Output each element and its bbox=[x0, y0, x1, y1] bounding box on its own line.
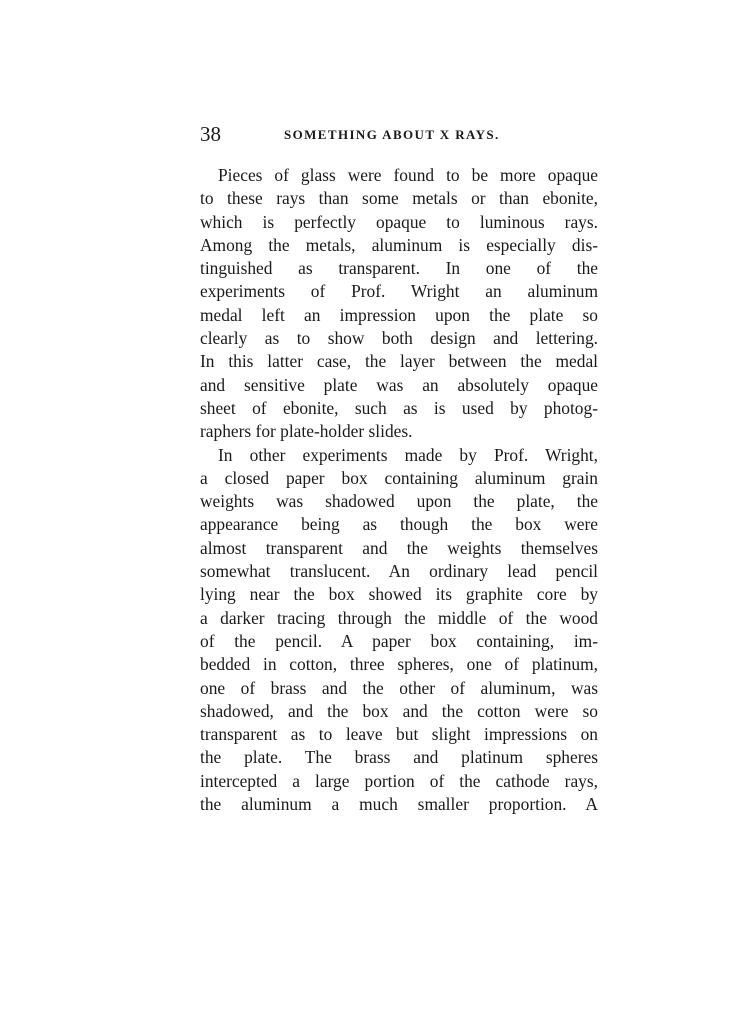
text-line: shadowed, and the box and the cotton were so bbox=[200, 700, 598, 721]
text-line: somewhat translucent. An ordinary lead pencil bbox=[200, 561, 598, 582]
text-line: experiments of Prof. Wright an aluminum bbox=[200, 281, 598, 302]
text-line: clearly as to show both design and lettering. bbox=[200, 328, 598, 349]
body-text bbox=[200, 164, 598, 816]
text-line: transparent as to leave but slight impressions on bbox=[200, 724, 598, 745]
text-line: the aluminum a much smaller proportion. A bbox=[200, 794, 598, 815]
text-line: one of brass and the other of aluminum, was bbox=[200, 677, 598, 698]
paragraph-1 bbox=[200, 164, 598, 444]
text-line: Pieces of glass were found to be more opaque bbox=[218, 165, 598, 185]
page-header bbox=[200, 120, 600, 150]
text-line: appearance being as though the box were bbox=[200, 514, 598, 535]
text-line: tinguished as transparent. In one of the bbox=[200, 258, 598, 279]
text-line: sheet of ebonite, such as is used by photog- bbox=[200, 397, 598, 418]
text-line: weights was shadowed upon the plate, the bbox=[200, 491, 598, 512]
text-line: medal left an impression upon the plate so bbox=[200, 304, 598, 325]
text-line: and sensitive plate was an absolutely opaque bbox=[200, 374, 598, 395]
text-line: which is perfectly opaque to luminous rays. bbox=[200, 211, 598, 232]
page-number: 38 bbox=[200, 122, 221, 146]
text-line: lying near the box showed its graphite core by bbox=[200, 584, 598, 605]
text-line: intercepted a large portion of the cathode rays, bbox=[200, 770, 598, 791]
text-line: a darker tracing through the middle of the wood bbox=[200, 607, 598, 628]
text-line: Among the metals, aluminum is especially dis- bbox=[200, 234, 598, 255]
text-line: almost transparent and the weights themselves bbox=[200, 537, 598, 558]
running-head: SOMETHING ABOUT X RAYS. bbox=[284, 127, 500, 142]
text-line: to these rays than some metals or than ebonite, bbox=[200, 188, 598, 209]
text-line: bedded in cotton, three spheres, one of platinum, bbox=[200, 654, 598, 675]
text-line: In other experiments made by Prof. Wright, bbox=[218, 444, 598, 465]
text-line: of the pencil. A paper box containing, im- bbox=[200, 630, 598, 651]
paragraph-2 bbox=[200, 444, 598, 817]
text-line: the plate. The brass and platinum spheres bbox=[200, 747, 598, 768]
text-line: In this latter case, the layer between the medal bbox=[200, 351, 598, 372]
text-line: raphers for plate-holder slides. bbox=[200, 421, 413, 442]
text-line: a closed paper box containing aluminum grain bbox=[200, 467, 598, 488]
